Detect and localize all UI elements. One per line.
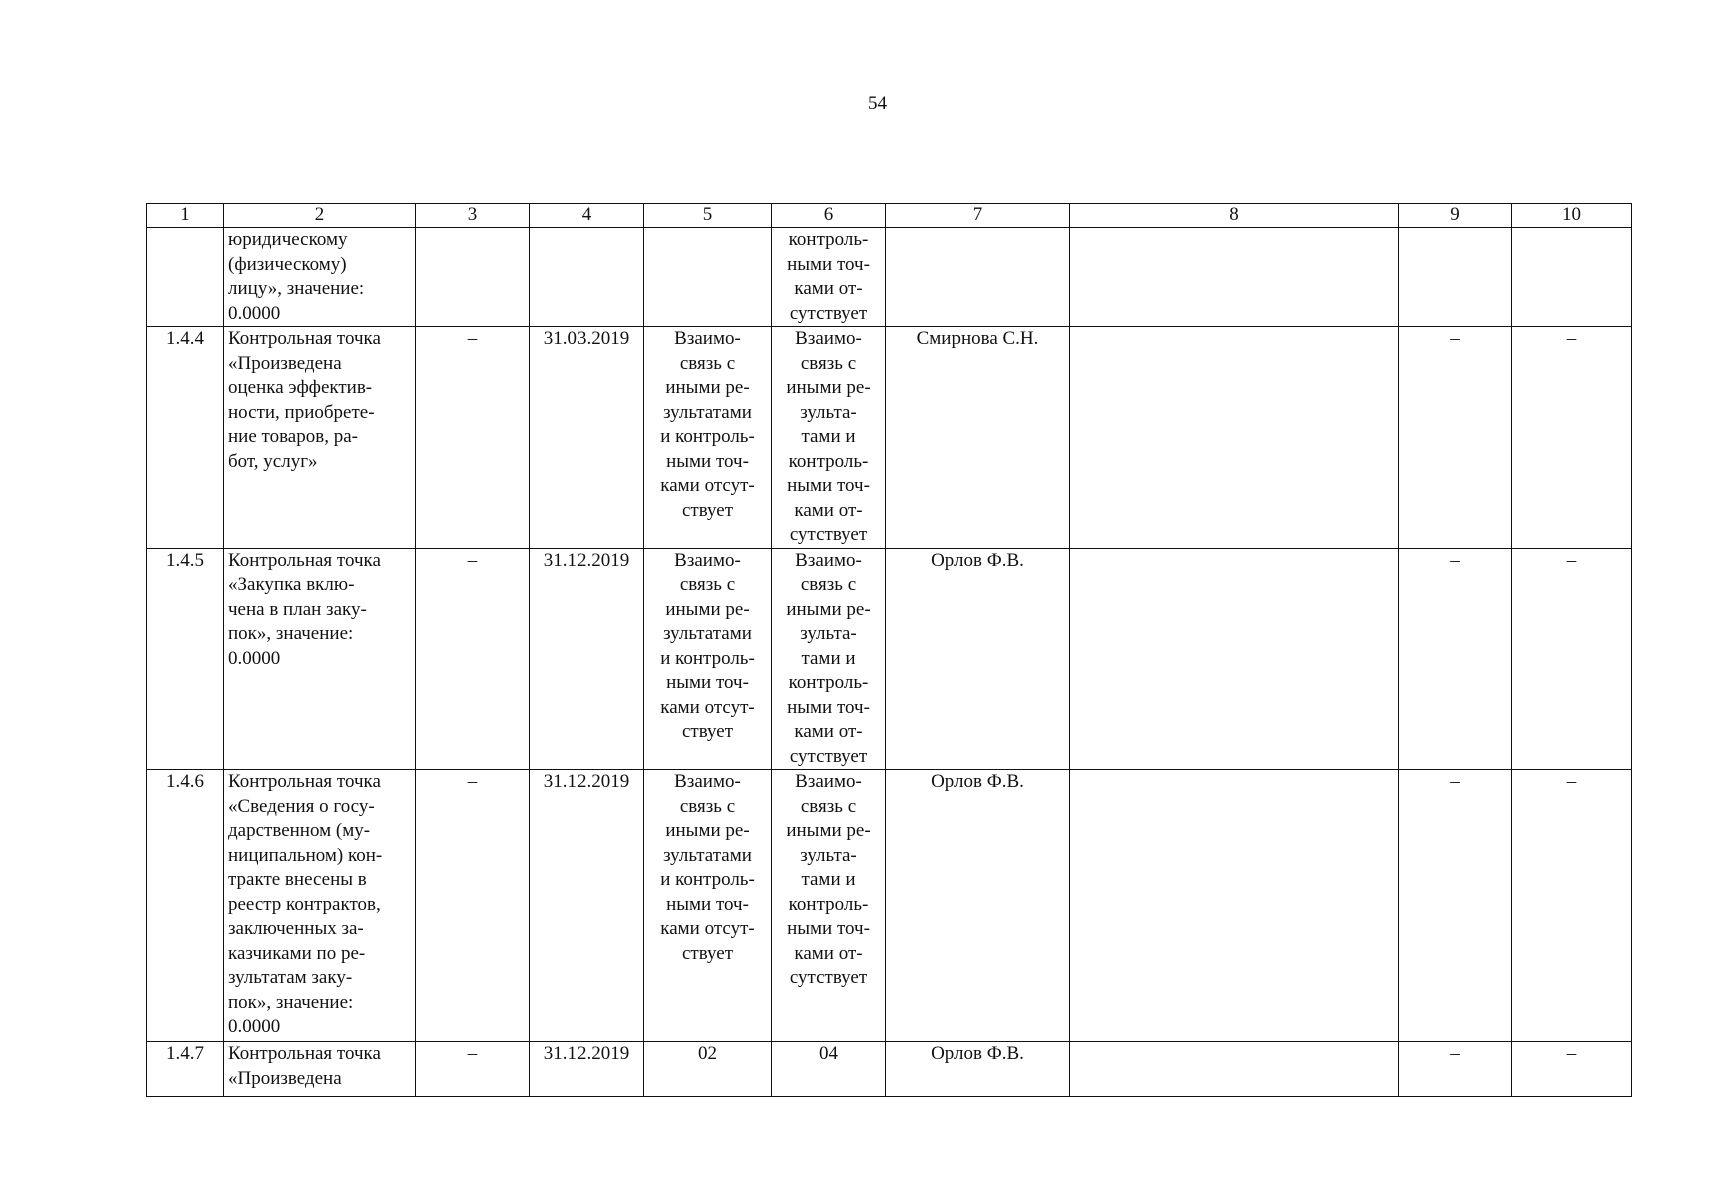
date-cell [530,228,644,327]
table-cell: 04 [772,1042,886,1097]
date-cell: 31.03.2019 [530,327,644,549]
responsible-cell [886,228,1070,327]
table-row [147,770,1632,1042]
table-cell: Взаимо- связь с иными ре- зультатами и контроль- ными точ- ками отсут- ствует [644,548,772,770]
table-cell [1512,228,1632,327]
table-cell: – [1399,1042,1512,1097]
date-cell: 31.12.2019 [530,1042,644,1097]
header-cell: 1 [147,204,224,228]
table-cell [1070,1042,1399,1097]
table-cell: Взаимо- связь с иными ре- зульта- тами и контроль- ными точ- ками от- сутствует [772,548,886,770]
table-cell: – [416,1042,530,1097]
table-cell: Взаимо- связь с иными ре- зульта- тами и контроль- ными точ- ками от- сутствует [772,327,886,549]
table-cell: Взаимо- связь с иными ре- зультатами и контроль- ными точ- ками отсут- ствует [644,770,772,1042]
header-cell: 9 [1399,204,1512,228]
table-cell [416,228,530,327]
row-number-cell: 1.4.4 [147,327,224,549]
table-cell: – [416,327,530,549]
description-cell: Контрольная точка «Произведена оценка эффектив- ности, приобрете- ние товаров, ра- бот, услуг» [224,327,416,549]
responsible-cell: Орлов Ф.В. [886,770,1070,1042]
table-cell: Взаимо- связь с иными ре- зультатами и контроль- ными точ- ками отсут- ствует [644,327,772,549]
table-cell: – [1399,770,1512,1042]
header-cell: 7 [886,204,1070,228]
header-cell: 2 [224,204,416,228]
responsible-cell: Орлов Ф.В. [886,1042,1070,1097]
table-cell: – [1512,327,1632,549]
row-number-cell: 1.4.6 [147,770,224,1042]
description-cell: Контрольная точка «Закупка вклю- чена в план заку- пок», значение: 0.0000 [224,548,416,770]
table-cell: – [1512,1042,1632,1097]
table-cell: – [1399,327,1512,549]
table-cell: – [1512,770,1632,1042]
description-cell: Контрольная точка «Произведена [224,1042,416,1097]
table-cell: – [1512,548,1632,770]
table-cell [1399,228,1512,327]
table-cell [1070,228,1399,327]
description-cell: юридическому (физическому) лицу», значение: 0.0000 [224,228,416,327]
description-cell: Контрольная точка «Сведения о госу- дарственном (му- ниципальном) кон- тракте внесены в реестр контрактов, заключенных за- казчиками по ре- зультатам заку- пок», значение: 0.0000 [224,770,416,1042]
header-cell: 3 [416,204,530,228]
date-cell: 31.12.2019 [530,548,644,770]
responsible-cell: Смирнова С.Н. [886,327,1070,549]
table-row [147,1042,1632,1097]
header-cell: 4 [530,204,644,228]
header-cell: 6 [772,204,886,228]
header-cell: 10 [1512,204,1632,228]
table-row [147,327,1632,549]
table-cell [644,228,772,327]
table-cell: – [416,548,530,770]
table-cell: 02 [644,1042,772,1097]
row-number-cell: 1.4.7 [147,1042,224,1097]
control-points-table [146,203,1632,1097]
date-cell: 31.12.2019 [530,770,644,1042]
table-row [147,548,1632,770]
table-cell [1070,770,1399,1042]
row-number-cell: 1.4.5 [147,548,224,770]
responsible-cell: Орлов Ф.В. [886,548,1070,770]
table-row [147,228,1632,327]
table-cell: Взаимо- связь с иными ре- зульта- тами и контроль- ными точ- ками от- сутствует [772,770,886,1042]
header-cell: 5 [644,204,772,228]
page-number: 54 [868,93,887,114]
table-cell: – [416,770,530,1042]
row-number-cell [147,228,224,327]
table-cell [1070,548,1399,770]
table-header-row [147,204,1632,228]
table-cell: – [1399,548,1512,770]
header-cell: 8 [1070,204,1399,228]
table-cell [1070,327,1399,549]
table-cell: контроль- ными точ- ками от- сутствует [772,228,886,327]
